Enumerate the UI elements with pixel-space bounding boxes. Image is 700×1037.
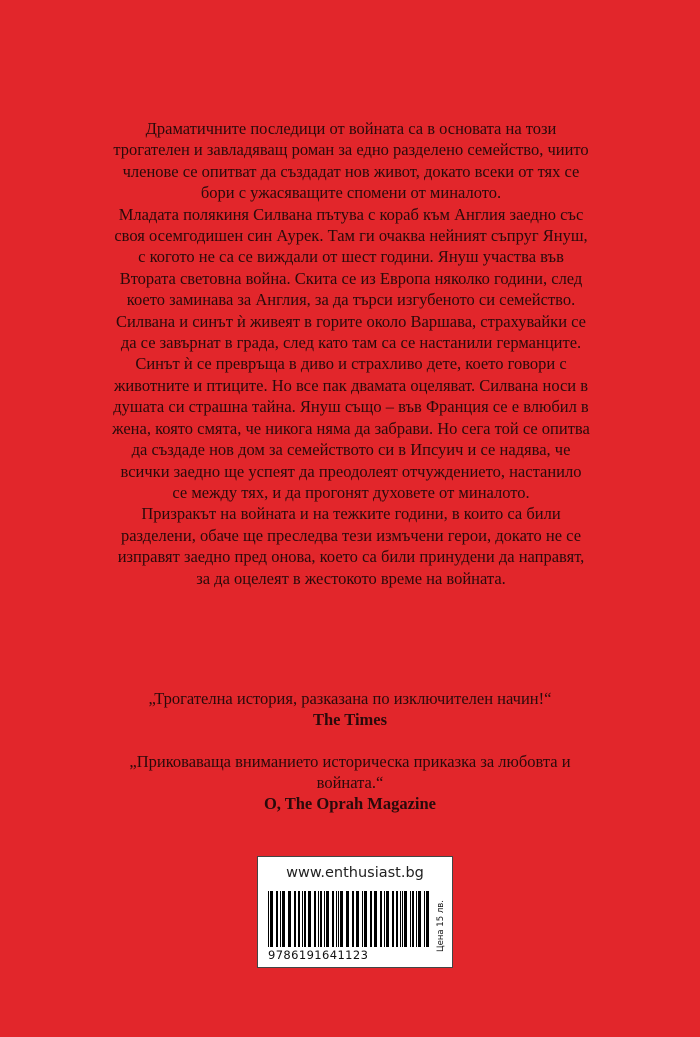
barcode-bar: [416, 891, 417, 947]
barcode-bar: [396, 891, 398, 947]
barcode-bar: [380, 891, 382, 947]
barcode-bar: [314, 891, 316, 947]
barcode-bar: [320, 891, 322, 947]
review-quote-times: [90, 688, 610, 730]
barcode-bar: [340, 891, 343, 947]
barcode-bar: [288, 891, 291, 947]
blurb-paragraph: Силвана и синът ѝ живеят в горите около Варшава, страхувайки се да се завърнат в града, след като там са се настанили германците. Синът ѝ се превръща в диво и страхливо дете, което говори с животните и птиците. Но все пак двамата оцеляват. Силвана носи в душата си страшна тайна. Януш също – във Франция се е влюбил в жена, която смята, че никога няма да забрави. Но сега той се опитва да създаде нов дом за семейството си в Ипсуич и се надява, че всички заедно ще успеят да преодолеят отчуждението, настанило се между тях, и да прогонят духовете от миналото.: [112, 311, 590, 502]
blurb-paragraph: Призракът на войната и на тежките години, в които са били разделени, обаче ще преследва тези измъчени герои, докато не се изправят заедно пред онова, което са били принудени да направят, за да оцелеят в жестокото време на войната.: [117, 504, 585, 588]
barcode-bar: [404, 891, 407, 947]
price-label: Цена 15 лв.: [436, 900, 446, 952]
barcode-bar: [304, 891, 306, 947]
barcode-bar: [336, 891, 337, 947]
blurb-text: [112, 118, 590, 589]
barcode-bar: [400, 891, 401, 947]
barcode-bar: [356, 891, 359, 947]
publisher-website: www.enthusiast.bg: [286, 865, 424, 881]
quote-source: The Times: [312, 710, 388, 729]
barcode-bar: [374, 891, 377, 947]
barcode-bar: [268, 891, 269, 947]
barcode-bar: [294, 891, 296, 947]
barcode-bar: [276, 891, 278, 947]
blurb-paragraph: Драматичните последици от войната са в основата на този трогателен и завладяващ роман за едно разделено семейство, чиито членове се опитват да създадат нов живот, докато всеки от тях се бори с ужасяващите спомени от миналото.: [113, 119, 589, 203]
barcode-bar: [338, 891, 339, 947]
barcode-bar: [270, 891, 273, 947]
quote-text: „Трогателна история, разказана по изключителен начин!“: [148, 689, 552, 708]
barcode-bar: [280, 891, 281, 947]
barcode-bar: [364, 891, 367, 947]
barcode-bar: [324, 891, 325, 947]
barcode-bar: [362, 891, 363, 947]
quote-text: „Приковаваща вниманието историческа приказка за любовта и войната.“: [129, 752, 571, 792]
blurb-paragraph: Младата полякиня Силвана пътува с кораб към Англия заедно със своя осемгодишен син Аурек. Там ги очаква нейният съпруг Януш, с когото не са се виждали от шест години. Януш участва във Втората световна война. Скита се из Европа няколко години, след което заминава за Англия, за да търси изгубеното си семейство.: [114, 204, 588, 310]
barcode-bar: [308, 891, 311, 947]
barcode-icon: [267, 891, 433, 947]
isbn-number: 9786191641123: [268, 948, 369, 962]
barcode-bar: [418, 891, 421, 947]
barcode-bar: [402, 891, 403, 947]
barcode-panel: [257, 856, 453, 968]
barcode-bar: [298, 891, 300, 947]
quote-source: O, The Oprah Magazine: [263, 794, 437, 813]
review-quote-oprah: [95, 751, 605, 814]
barcode-bar: [332, 891, 334, 947]
barcode-bar: [426, 891, 429, 947]
barcode-bar: [326, 891, 329, 947]
barcode-bar: [318, 891, 319, 947]
barcode-bar: [282, 891, 285, 947]
barcode-bar: [384, 891, 385, 947]
barcode-bar: [392, 891, 394, 947]
barcode-bar: [410, 891, 411, 947]
barcode-bar: [370, 891, 372, 947]
barcode-bar: [352, 891, 354, 947]
barcode-bar: [424, 891, 425, 947]
barcode-bar: [346, 891, 349, 947]
barcode-bar: [412, 891, 414, 947]
barcode-bar: [386, 891, 389, 947]
barcode-bar: [302, 891, 303, 947]
